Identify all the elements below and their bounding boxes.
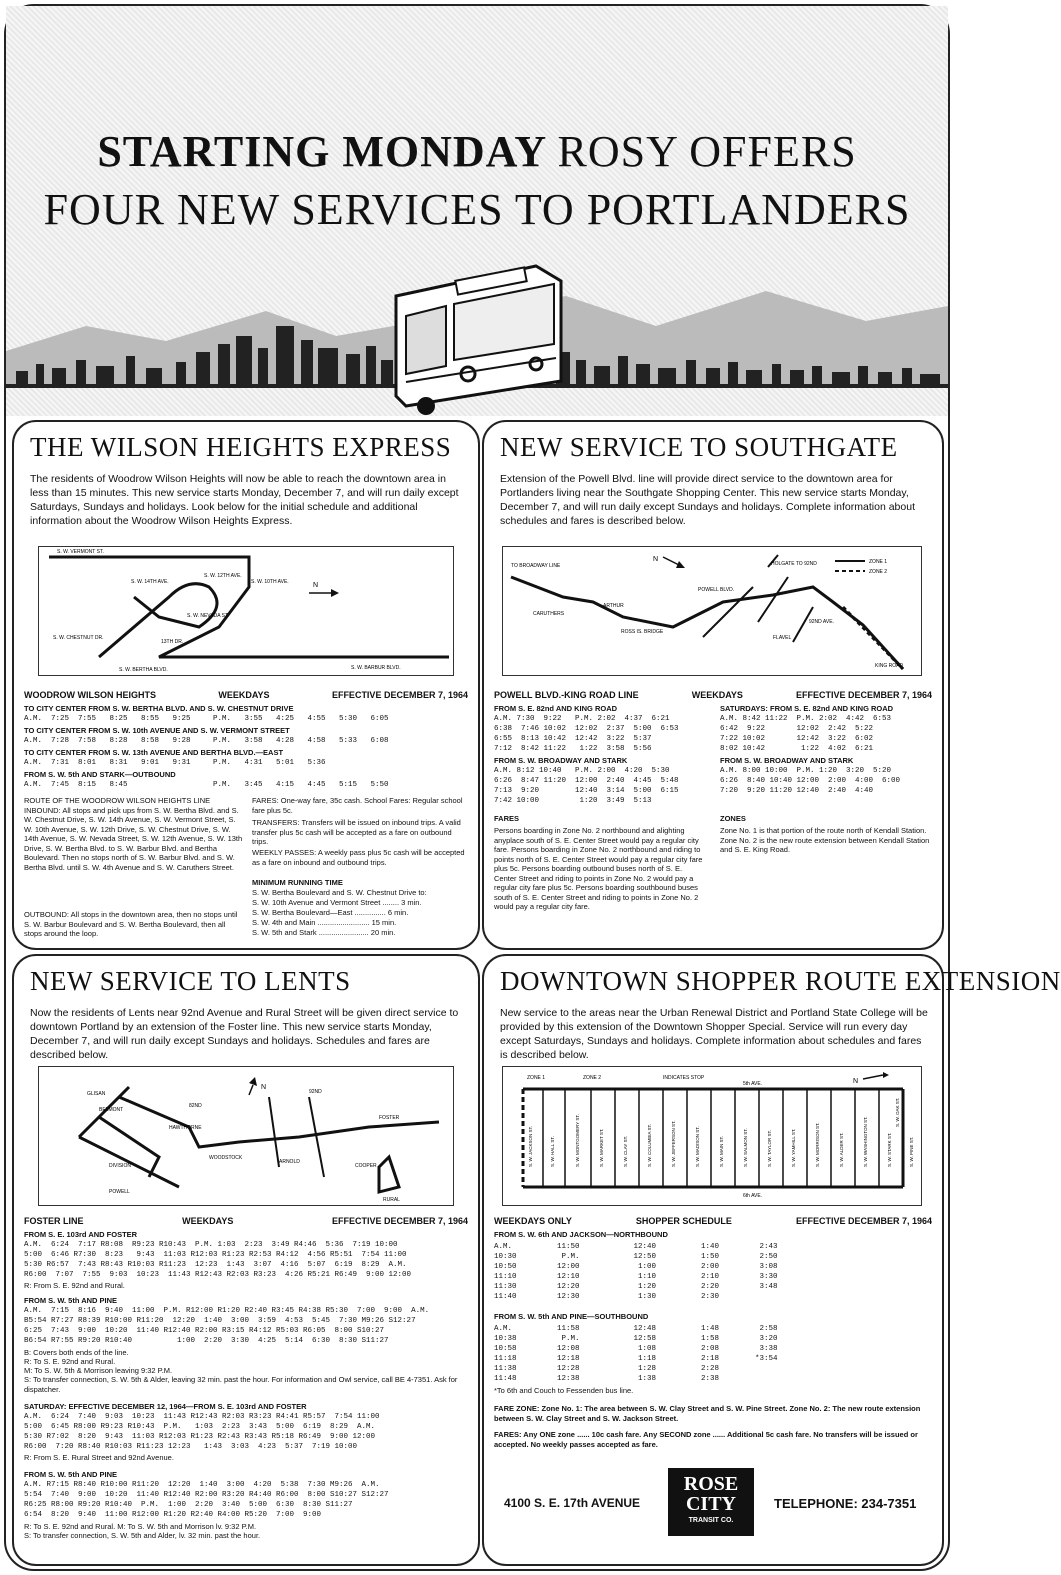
schedule-subhead: FROM S. E. 103rd AND FOSTER: [24, 1230, 138, 1239]
north-arrow-label: N: [653, 556, 659, 563]
company-address: 4100 S. E. 17th AVENUE: [504, 1496, 641, 1510]
running-time-line: S. W. 5th and Stark ........................ 20 min.: [252, 928, 396, 937]
route-map-svg: [503, 547, 923, 677]
map-label: S. W. NEVADA ST.: [187, 613, 229, 619]
transfers-text: TRANSFERS: Transfers will be issued on inbound trips. A valid transfer plus 5c cash will be accepted as a fare on outbound trips.: [252, 818, 461, 846]
schedule-row: 10:50 12:00 1:00 2:00 3:08: [494, 1263, 778, 1271]
schedule-effective: EFFECTIVE DECEMBER 7, 1964: [331, 1216, 468, 1226]
schedule-row: 5:54 7:40 9:00 10:20 11:40 R12:40 R2:00 R3:20 R4:40 R6:00 8:00 S10:27 S12:27: [24, 1491, 389, 1499]
schedule-row: 11:38 12:28 1:28 2:28: [494, 1365, 720, 1373]
map-label: S. W. CHESTNUT DR.: [53, 635, 104, 641]
running-time-line: S. W. Bertha Boulevard—East ............... 6 min.: [252, 908, 409, 917]
schedule-header: [494, 1216, 932, 1226]
schedule-row: A.M. 11:50 12:40 1:40 2:43: [494, 1243, 778, 1251]
advertisement-page: [4, 4, 1061, 1571]
schedule-line-name: POWELL BLVD.-KING ROAD LINE: [494, 690, 639, 700]
map-label: POWELL BLVD.: [698, 587, 735, 593]
schedule-effective: EFFECTIVE DECEMBER 7, 1964: [331, 690, 468, 700]
weekly-passes-text: WEEKLY PASSES: A weekly pass plus 5c cash will be accepted as a fare on inbound and outbound trips.: [252, 848, 465, 867]
schedule-subhead: TO CITY CENTER FROM S. W. BERTHA BLVD. AND S. W. CHESTNUT DRIVE: [24, 704, 294, 713]
map-label: RURAL: [383, 1197, 400, 1203]
route-map-svg: [39, 1067, 455, 1207]
north-arrow-label: N: [853, 1078, 859, 1085]
legend-stop: INDICATES STOP: [663, 1075, 705, 1081]
schedule-note: M: To S. W. 5th & Morrison leaving 9:32 P.M.: [24, 1366, 173, 1375]
schedule-subhead: FROM S. W. 5th AND PINE: [24, 1296, 118, 1305]
route-map-svg: [503, 1067, 923, 1207]
panel-intro: New service to the areas near the Urban Renewal District and Portland State College will be provided by this extension of the Downtown Shopper Special. Service will run every day except Saturdays, Sundays and holidays. Complete information about schedules and fares is described below.: [500, 1007, 928, 1061]
panel-intro: Extension of the Powell Blvd. line will provide direct service to the downtown area for Portlanders living near the Southgate Shopping Center. This new service starts Monday, December 7, and will run daily except Sundays and holidays. Complete information about schedules and fares is described below.: [500, 473, 915, 527]
rose-city-transit-logo: [668, 1468, 754, 1536]
schedule-row: 6:26 8:47 11:20 12:00 2:40 4:45 5:48: [494, 777, 679, 785]
schedule-note: S: To transfer connection, S. W. 5th and Alder, lv. 32 min. past the hour.: [24, 1531, 261, 1540]
map-label: S. W. YAMHILL ST.: [791, 1128, 796, 1167]
schedule-row: 11:10 12:10 1:10 2:10 3:30: [494, 1273, 778, 1281]
schedule-row: A.M. 7:45 8:15 8:45 P.M. 3:45 4:15 4:45 5:15 5:50: [24, 781, 389, 789]
headline-line-1: [6, 126, 948, 177]
lents-route-map: [38, 1066, 454, 1206]
schedule-line-name: FOSTER LINE: [24, 1216, 84, 1226]
schedule-row: 5:00 6:45 R8:00 R9:23 R10:43 P.M. 1:03 2:23 3:43 5:00 6:19 8:29 A.M.: [24, 1423, 376, 1431]
schedule-row: A.M. 7:28 7:58 8:28 8:58 9:28 P.M. 3:58 4:28 4:58 5:33 6:08: [24, 737, 389, 745]
panel-title: NEW SERVICE TO LENTS: [30, 966, 351, 996]
headline-line-2: FOUR NEW SERVICES TO PORTLANDERS: [43, 185, 911, 234]
schedule-row: A.M. 7:31 8:01 8:31 9:01 9:31 P.M. 4:31 5:01 5:36: [24, 759, 326, 767]
schedule-row: 8:02 10:42 1:22 4:02 6:21: [720, 745, 874, 753]
schedule-row: 7:13 9:20 12:40 3:14 5:00 6:15: [494, 787, 679, 795]
southgate-panel: [482, 420, 944, 950]
schedule-row: A.M. 6:24 7:17 R8:08 R9:23 R10:43 P.M. 1:03 2:23 3:49 R4:46 5:36 7:19 10:00: [24, 1241, 398, 1249]
map-label: S. W. 14TH AVE.: [131, 579, 169, 585]
map-label: ARTHUR: [603, 603, 624, 609]
wilson-heights-panel: [12, 420, 480, 950]
panel-title: THE WILSON HEIGHTS EXPRESS: [30, 432, 452, 462]
headline-bold: STARTING MONDAY: [97, 127, 546, 176]
map-label: 6th AVE.: [743, 1193, 763, 1199]
schedule-subhead: FROM S. W. 5th AND PINE—SOUTHBOUND: [494, 1312, 649, 1321]
map-label: S. W. CLAY ST.: [623, 1135, 628, 1167]
route-description: ROUTE OF THE WOODROW WILSON HEIGHTS LINE INBOUND: All stops and pick ups from S. W. Bertha Blvd. and S. W. Chestnut Drive, S. W. 14th Avenue, S. W. Vermont Street, S. W. 10th Avenue, S. W. 12th Drive, S. W. Chestnut Drive, S. W. 14th Avenue, S. W. Nevada Street, S. W. 12th Avenue, S. W. 13th Drive, S. W. Bertha Blvd. to S. W. Barbur Blvd. and Bertha Boulevard. Then no stops north of S. W. Barbur Blvd. and S. W. Bertha Blvd. until S. W. 4th Avenue and S. W. Caruthers Street.: [24, 796, 243, 872]
fares-text: FARES: One-way fare, 35c cash. School Fares: Regular school fare plus 5c.: [252, 796, 463, 815]
map-label: S. W. STARK ST.: [887, 1132, 892, 1167]
map-label: CARUTHERS: [533, 611, 565, 617]
panel-intro: The residents of Woodrow Wilson Heights will now be able to reach the downtown area in less than 15 minutes. This new service starts Monday, December 7, and will run daily except Saturdays, Sundays and holidays. Look below for the initial schedule and additional information about the Woodrow Wilson Heights Express.: [30, 473, 459, 527]
schedule-line-name: WEEKDAYS ONLY: [494, 1216, 572, 1226]
schedule-subhead: FROM S. W. 5th AND STARK—OUTBOUND: [24, 770, 176, 779]
schedule-row: 5:30 R6:57 7:43 R8:43 R10:03 R11:23 12:23 1:43 3:07 4:16 5:07 6:19 8:29 A.M.: [24, 1261, 407, 1269]
running-time-title: MINIMUM RUNNING TIME: [252, 878, 343, 887]
outbound-description: OUTBOUND: All stops in the downtown area, then no stops until S. W. Barbur Boulevard and S. W. Bertha Boulevard, then all stops around the loop.: [24, 910, 238, 938]
zones-text: Zone No. 1 is that portion of the route north of Kendall Station. Zone No. 2 is the new route extension between Kendall Station and S. E. King Road.: [720, 826, 930, 854]
legend-zone-1: ZONE 1: [527, 1075, 546, 1081]
schedule-row: 5:00 6:46 R7:30 8:23 9:43 11:03 R12:03 R1:23 R2:53 R4:12 4:56 R5:51 7:54 11:00: [24, 1251, 407, 1259]
map-label: S. W. OAK ST.: [895, 1097, 900, 1127]
schedule-row: A.M. 7:30 9:22 P.M. 2:02 4:37 6:21: [494, 715, 670, 723]
schedule-row: A.M. R7:15 R8:40 R10:00 R11:20 12:20 1:40 3:00 4:20 5:38 7:30 M9:26 A.M.: [24, 1481, 380, 1489]
banner: [6, 6, 948, 416]
fares-text: Persons boarding in Zone No. 2 northbound and alighting anyplace south of S. E. Center Street would pay a regular city fare. Persons boarding in Zone No. 2 northbound and riding to points north of S. E. Center Street would pay a regular city fare plus 5c. Persons boarding outbound buses north of S. E. Center Street and riding to points in Zone No. 2 would pay a regular city fare plus 5c. Persons boarding southbound buses south of S. E. Center Street and riding to points in Zone No. 2 would pay a regular city fare.: [494, 826, 703, 911]
schedule-note: *To 6th and Couch to Fessenden bus line.: [494, 1386, 634, 1395]
schedule-row: 10:30 P.M. 12:50 1:50 2:50: [494, 1253, 778, 1261]
schedule-note: B: Covers both ends of the line.: [24, 1348, 129, 1357]
map-label: GLISAN: [87, 1091, 106, 1097]
logo-word-1: ROSE: [683, 1473, 739, 1495]
schedule-row: A.M. 11:58 12:48 1:48 2:58: [494, 1325, 778, 1333]
schedule-row: 10:58 12:08 1:08 2:08 3:38: [494, 1345, 778, 1353]
downtown-shopper-panel: [482, 954, 1061, 1566]
map-label: 5th AVE.: [743, 1081, 763, 1087]
map-label: FOSTER: [379, 1115, 400, 1121]
schedule-subhead: FROM S. E. 82nd AND KING ROAD: [494, 704, 618, 713]
schedule-days: SHOPPER SCHEDULE: [635, 1216, 732, 1226]
map-label: S. W. MADISON ST.: [695, 1126, 700, 1167]
panel-title: DOWNTOWN SHOPPER ROUTE EXTENSION: [500, 966, 1061, 996]
schedule-days: WEEKDAYS: [691, 690, 743, 700]
running-time-line: S. W. 10th Avenue and Vermont Street ........ 3 min.: [252, 898, 422, 907]
schedule-header: [24, 690, 468, 700]
north-arrow-label: N: [261, 1084, 267, 1091]
schedule-subhead: FROM S. W. 5th AND PINE: [24, 1470, 118, 1479]
fares-title: FARES: [494, 814, 520, 823]
map-label: S. W. SALMON ST.: [743, 1128, 748, 1167]
route-map-svg: [39, 547, 455, 677]
schedule-note: R: From S. E. Rural Street and 92nd Avenue.: [24, 1453, 174, 1462]
zones-title: ZONES: [720, 814, 746, 823]
schedule-row: 6:42 9:22 12:02 2:42 5:22: [720, 725, 874, 733]
schedule-row: 5:30 R7:02 8:20 9:43 11:03 R12:03 R1:23 R2:43 R3:43 R5:18 R6:49 9:00 12:00: [24, 1433, 376, 1441]
map-label: S. W. MONTGOMERY ST.: [575, 1114, 580, 1167]
fare-zone-text: FARE ZONE: Zone No. 1: The area between S. W. Clay Street and S. W. Pine Street. Zone No. 2: The new route extension between S. W. Clay Street and S. W. Jackson Street.: [494, 1404, 921, 1423]
map-label: HOLGATE TO 92ND: [771, 561, 817, 567]
schedule-subhead: TO CITY CENTER FROM S. W. 10th AVENUE AND S. W. VERMONT STREET: [24, 726, 290, 735]
schedule-subhead: SATURDAYS: FROM S. E. 82nd AND KING ROAD: [720, 704, 894, 713]
schedule-row: 7:20 9:20 11:20 12:40 2:40 4:40: [720, 787, 874, 795]
map-label: HAWTHORNE: [169, 1125, 202, 1131]
running-time-line: S. W. Bertha Boulevard and S. W. Chestnut Drive to:: [252, 888, 427, 897]
schedule-subhead: TO CITY CENTER FROM S. W. 13th AVENUE AND BERTHA BLVD.—EAST: [24, 748, 284, 757]
map-label: 92ND AVE.: [809, 619, 834, 625]
map-label: S. W. 10TH AVE.: [251, 579, 289, 585]
schedule-row: 11:18 12:18 1:18 2:18 *3:54: [494, 1355, 778, 1363]
schedule-subhead: FROM S. W. BROADWAY AND STARK: [720, 756, 854, 765]
schedule-header: [494, 690, 932, 700]
headline-light: ROSY OFFERS: [557, 127, 857, 176]
schedule-header: [24, 1216, 468, 1226]
schedule-row: R6:00 7:07 7:55 9:03 10:23 11:43 R12:43 R2:03 R3:23 4:26 R5:21 R6:49 9:00 12:00: [24, 1271, 412, 1279]
schedule-line-name: WOODROW WILSON HEIGHTS: [24, 690, 156, 700]
running-time-line: S. W. 4th and Main ......................... 15 min.: [252, 918, 397, 927]
map-label: DIVISION: [109, 1163, 131, 1169]
map-label: 82ND: [189, 1103, 202, 1109]
wilson-route-map: [38, 546, 454, 676]
schedule-effective: EFFECTIVE DECEMBER 7, 1964: [795, 690, 932, 700]
map-label: S. W. WASHINGTON ST.: [863, 1116, 868, 1167]
schedule-row: A.M. 7:25 7:55 8:25 8:55 9:25 P.M. 3:55 4:25 4:55 5:30 6:05: [24, 715, 389, 723]
schedule-row: B5:54 R7:27 R8:39 R10:00 R11:20 12:20 1:40 3:00 3:59 4:53 5:45 7:30 M9:26 S12:27: [24, 1317, 416, 1325]
map-label: ARNOLD: [279, 1159, 300, 1165]
map-label: S. W. 12TH AVE.: [204, 573, 242, 579]
schedule-row: A.M. 8:42 11:22 P.M. 2:02 4:42 6:53: [720, 715, 892, 723]
legend-zone-2: ZONE 2: [869, 569, 888, 575]
map-label: S. W. BARBUR BLVD.: [351, 665, 401, 671]
schedule-row: R6:25 R8:00 R9:20 R10:40 P.M. 1:00 2:20 3:40 5:00 6:30 8:30 S11:27: [24, 1501, 353, 1509]
schedule-row: 6:55 8:13 10:42 12:42 3:22 5:37: [494, 735, 652, 743]
shopper-route-map: [502, 1066, 922, 1206]
schedule-row: A.M. 6:24 7:40 9:03 10:23 11:43 R12:43 R2:03 R3:23 R4:41 R5:57 7:54 11:00: [24, 1413, 380, 1421]
lents-panel: [12, 954, 480, 1566]
schedule-days: WEEKDAYS: [218, 690, 270, 700]
map-label: ROSS IS. BRIDGE: [621, 629, 664, 635]
map-label: POWELL: [109, 1189, 130, 1195]
panel-intro: Now the residents of Lents near 92nd Avenue and Rural Street will be given direct service to downtown Portland by an extension of the Foster line. This new service starts Monday, December 7, and will run daily except Sundays and holidays. Schedules and fares are described below.: [30, 1007, 459, 1061]
schedule-subhead: FROM S. W. 6th AND JACKSON—NORTHBOUND: [494, 1230, 668, 1239]
schedule-row: 11:40 12:30 1:30 2:30: [494, 1293, 720, 1301]
map-label: S. W. COLUMBIA ST.: [647, 1123, 652, 1167]
schedule-row: B6:54 R7:55 R9:20 R10:40 1:00 2:20 3:30 4:25 5:14 6:30 8:30 S11:27: [24, 1337, 389, 1345]
schedule-note: R: To S. E. 92nd and Rural.: [24, 1357, 116, 1366]
legend-zone-1: ZONE 1: [869, 559, 888, 565]
logo-subtitle: TRANSIT CO.: [688, 1517, 734, 1524]
schedule-days: WEEKDAYS: [182, 1216, 234, 1226]
map-label: BELMONT: [99, 1107, 124, 1113]
schedule-row: 6:26 8:40 10:40 12:00 2:00 4:00 6:00: [720, 777, 901, 785]
map-label: 13TH DR.: [161, 639, 184, 645]
map-label: S. W. MAIN ST.: [719, 1135, 724, 1167]
schedule-note: R: From S. E. 92nd and Rural.: [24, 1281, 125, 1290]
schedule-row: 11:48 12:38 1:38 2:38: [494, 1375, 720, 1383]
schedule-row: 6:54 8:20 9:40 11:00 R12:00 R1:20 R2:40 R4:00 R5:20 7:00 9:00: [24, 1511, 322, 1519]
panel-title: NEW SERVICE TO SOUTHGATE: [500, 432, 898, 462]
map-label: S. W. HALL ST.: [550, 1136, 555, 1167]
schedule-note: R: To S. E. 92nd and Rural. M: To S. W. 5th and Morrison lv. 9:32 P.M.: [24, 1522, 257, 1531]
bus-icon: [396, 266, 561, 415]
schedule-note: S: To transfer connection, S. W. 5th & Alder, leaving 32 min. past the hour. For information and Owl service, call BE 4-7351. Ask for dispatcher.: [24, 1375, 458, 1394]
schedule-row: 6:25 7:43 9:00 10:20 11:40 R12:40 R2:00 R3:15 R4:12 R5:03 R6:05 8:00 S10:27: [24, 1327, 385, 1335]
schedule-row: A.M. 8:00 10:00 P.M. 1:20 3:20 5:20: [720, 767, 892, 775]
schedule-row: 7:42 10:00 1:20 3:49 5:13: [494, 797, 652, 805]
schedule-effective: EFFECTIVE DECEMBER 7, 1964: [795, 1216, 932, 1226]
fares-text: FARES: Any ONE zone ...... 10c cash fare. Any SECOND zone ...... Additional 5c cash fare. No transfers will be issued or accepted. No weekly passes accepted as fare.: [494, 1430, 918, 1449]
company-telephone: TELEPHONE: 234-7351: [774, 1496, 917, 1511]
map-label: S. W. JACKSON ST.: [528, 1125, 533, 1167]
schedule-subhead: SATURDAY: EFFECTIVE DECEMBER 12, 1964—FROM S. E. 103rd AND FOSTER: [24, 1402, 307, 1411]
schedule-row: 10:38 P.M. 12:58 1:58 3:20: [494, 1335, 778, 1343]
legend-zone-2: ZONE 2: [583, 1075, 602, 1081]
bus-skyline-illustration: [6, 256, 948, 416]
map-label: 92ND: [309, 1089, 322, 1095]
map-label: S. W. PINE ST.: [909, 1136, 914, 1167]
north-arrow-label: N: [313, 582, 319, 589]
schedule-row: A.M. 7:15 8:16 9:40 11:00 P.M. R12:00 R1:20 R2:40 R3:45 R4:38 R5:30 7:00 9:00 A.M.: [24, 1307, 430, 1315]
schedule-row: 11:30 12:20 1:20 2:20 3:48: [494, 1283, 778, 1291]
schedule-subhead: FROM S. W. BROADWAY AND STARK: [494, 756, 628, 765]
map-label: S. W. ALDER ST.: [839, 1132, 844, 1167]
map-label: WOODSTOCK: [209, 1155, 243, 1161]
map-label: S. W. BERTHA BLVD.: [119, 667, 168, 673]
map-label: S. W. VERMONT ST.: [57, 549, 104, 555]
map-label: FLAVEL: [773, 635, 792, 641]
logo-word-2: CITY: [685, 1493, 736, 1515]
schedule-row: 7:12 8:42 11:22 1:22 3:58 5:56: [494, 745, 652, 753]
map-label: TO BROADWAY LINE: [511, 563, 561, 569]
map-label: S. W. JEFFERSON ST.: [671, 1120, 676, 1167]
schedule-row: 6:38 7:46 10:02 12:02 2:37 5:00 6:53: [494, 725, 679, 733]
map-label: S. W. TAYLOR ST.: [767, 1129, 772, 1167]
schedule-row: R6:00 7:20 R8:40 R10:03 R11:23 12:23 1:43 3:03 4:23 5:37 7:19 10:00: [24, 1443, 358, 1451]
map-label: S. W. MORRISON ST.: [815, 1122, 820, 1167]
map-label: COOPER: [355, 1163, 377, 1169]
schedule-row: 7:22 10:02 12:42 3:22 6:02: [720, 735, 874, 743]
southgate-route-map: [502, 546, 922, 676]
map-label: S. W. MARKET ST.: [599, 1128, 604, 1167]
schedule-row: A.M. 8:12 10:40 P.M. 2:00 4:20 5:30: [494, 767, 670, 775]
map-label: KING ROAD: [875, 663, 904, 669]
